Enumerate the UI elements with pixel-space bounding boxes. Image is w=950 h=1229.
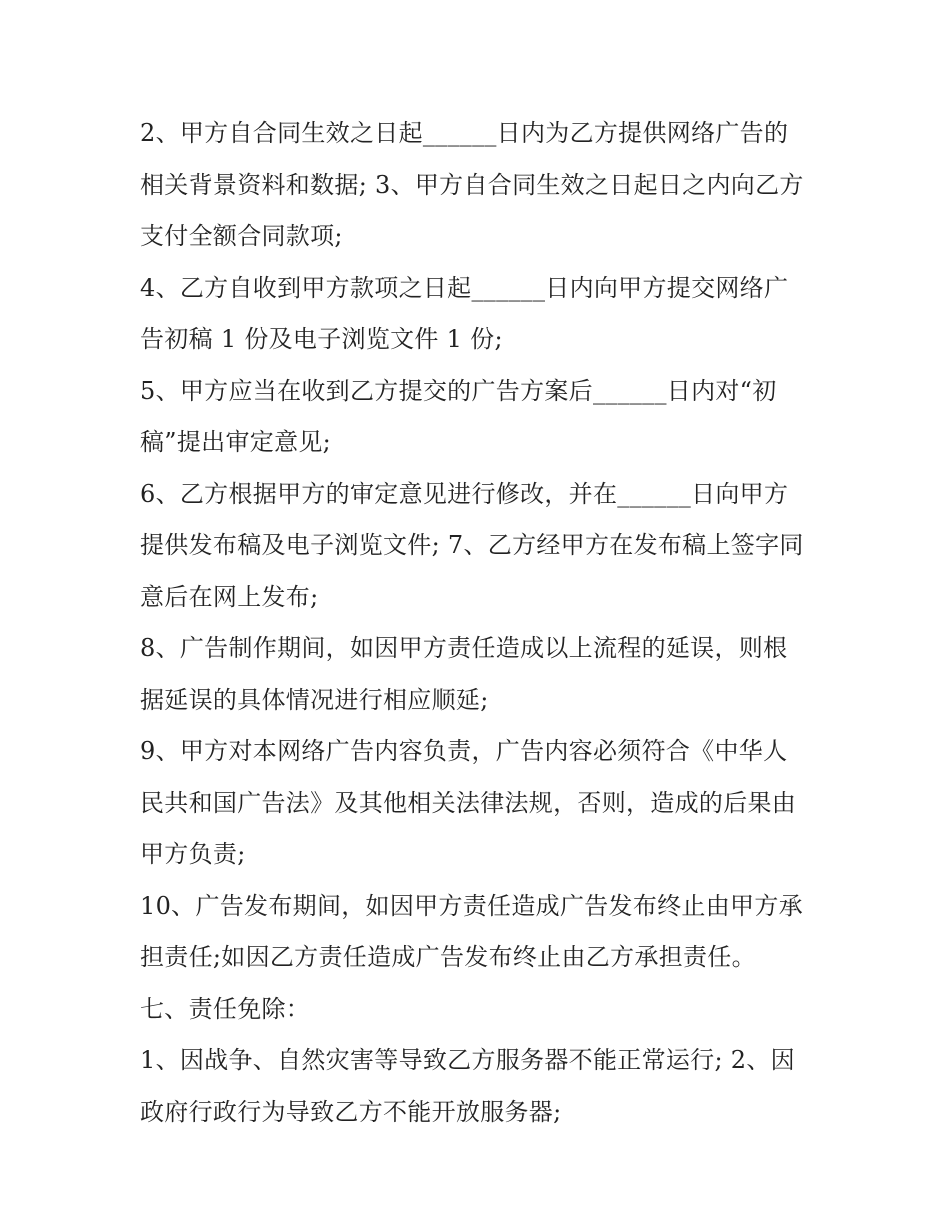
text-line: 据延误的具体情况进行相应顺延; [140,685,489,714]
text-line: 提供发布稿及电子浏览文件; 7、乙方经甲方在发布稿上签字同 [140,531,804,559]
text-line: 6、乙方根据甲方的审定意见进行修改，并在______日向甲方 [140,479,789,508]
text-line: 担责任;如因乙方责任造成广告发布终止由乙方承担责任。 [140,943,756,971]
text-line: 8、广告制作期间，如因甲方责任造成以上流程的延误，则根 [140,634,788,662]
text-line: 5、甲方应当在收到乙方提交的广告方案后______日内对“初 [140,376,777,405]
text-line: 意后在网上发布; [140,582,319,611]
text-line: 支付全额合同款项; [140,222,343,250]
text-line: 告初稿 1 份及电子浏览文件 1 份; [140,325,503,353]
text-line: 相关背景资料和数据; 3、甲方自合同生效之日起日之内向乙方 [140,170,804,199]
section-heading: 七、责任免除： [140,994,311,1023]
text-line: 2、甲方自合同生效之日起______日内为乙方提供网络广告的 [140,119,789,147]
text-line: 政府行政行为导致乙方不能开放服务器; [140,1097,562,1126]
text-line: 稿”提出审定意见; [140,428,332,456]
text-line: 甲方负责; [140,840,246,868]
text-line: 10、广告发布期间，如因甲方责任造成广告发布终止由甲方承 [140,891,803,920]
document-body [140,108,820,1138]
text-line: 4、乙方自收到甲方款项之日起______日内向甲方提交网络广 [140,273,789,302]
text-line: 民共和国广告法》及其他相关法律法规，否则，造成的后果由 [140,788,797,817]
text-line: 9、甲方对本网络广告内容负责，广告内容必须符合《中华人 [140,737,788,765]
text-line: 1、因战争、自然灾害等导致乙方服务器不能正常运行; 2、因 [140,1046,795,1074]
